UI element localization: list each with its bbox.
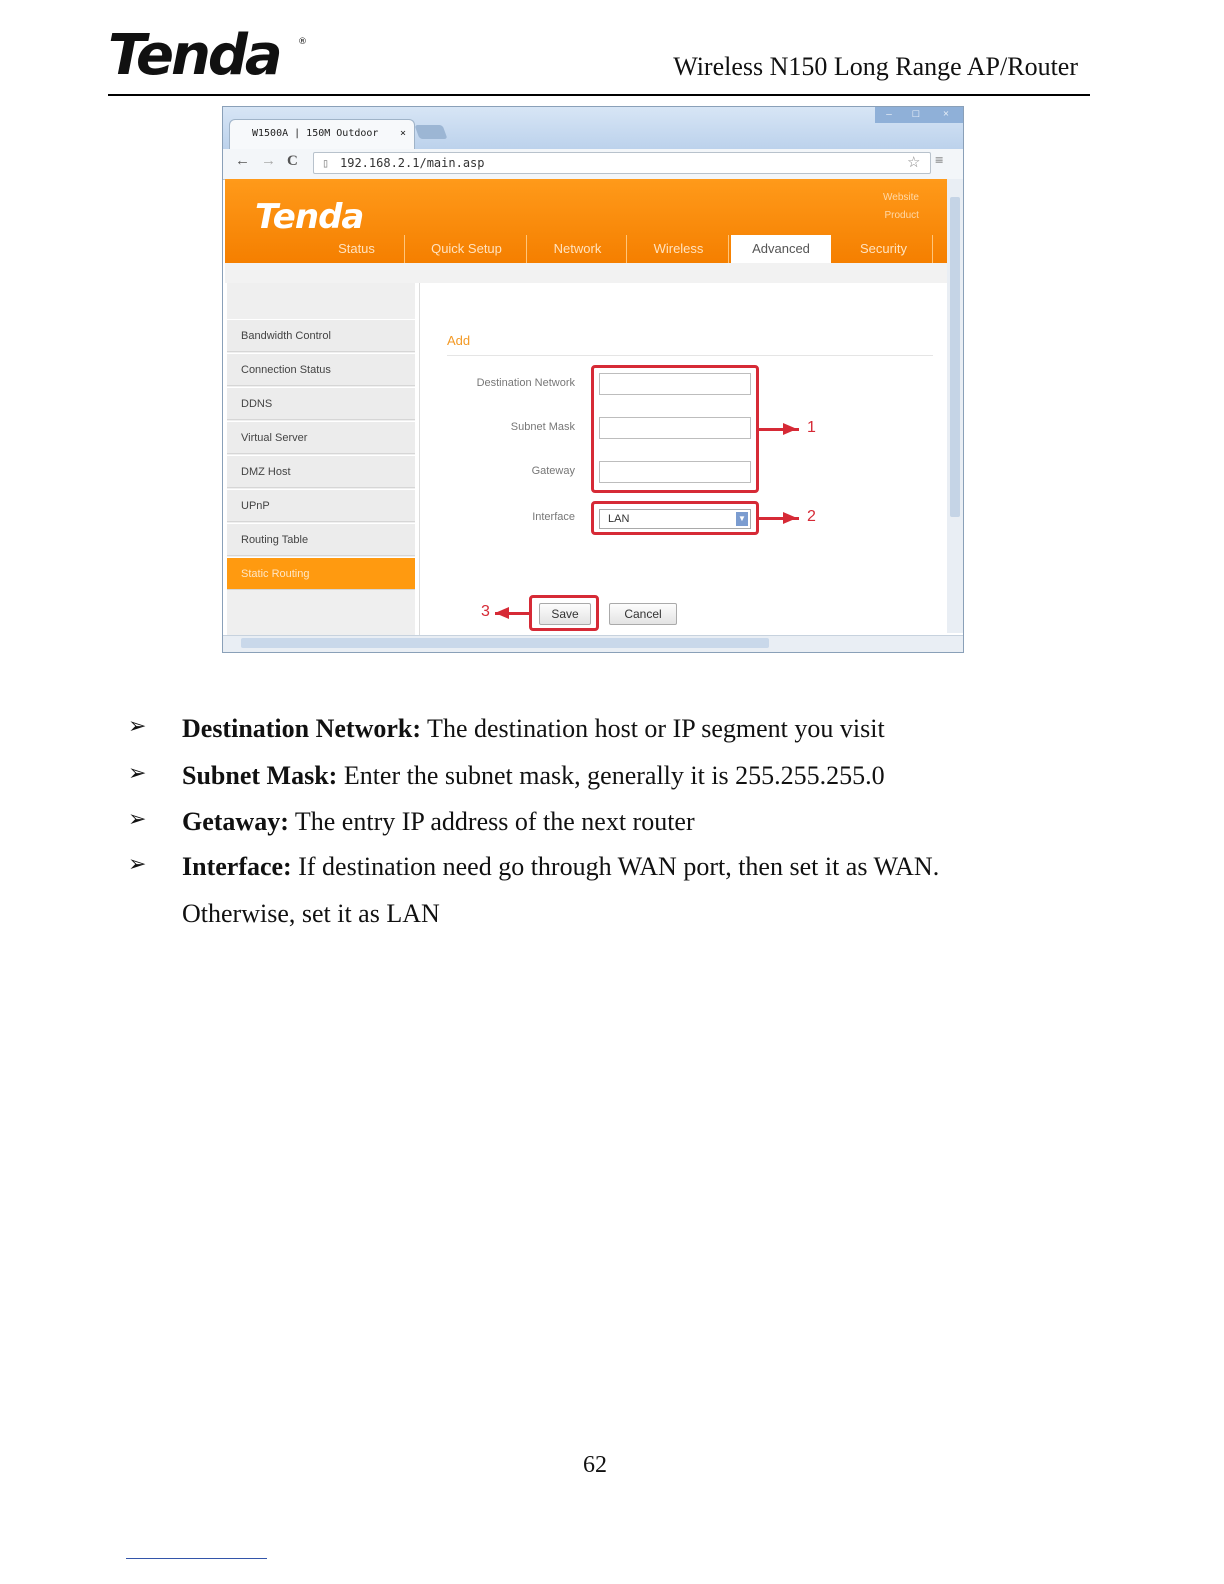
callout-arrowhead-3 bbox=[495, 607, 509, 619]
arrow-bullet-icon: ➢ bbox=[128, 714, 147, 739]
interface-select-value: LAN bbox=[608, 513, 630, 525]
address-bar-url: 192.168.2.1/main.asp bbox=[340, 156, 485, 170]
back-icon[interactable]: ← bbox=[235, 153, 250, 169]
browser-tab-label: W1500A | 150M Outdoor bbox=[252, 128, 379, 139]
router-brand-logo: Tenda bbox=[255, 197, 364, 237]
subnet-mask-label: Subnet Mask bbox=[510, 421, 575, 433]
callout-arrowhead-2 bbox=[783, 512, 797, 524]
reload-icon[interactable]: C bbox=[287, 153, 298, 169]
section-divider bbox=[447, 355, 933, 356]
arrow-bullet-icon: ➢ bbox=[128, 852, 147, 877]
bullet-continuation-text: Otherwise, set it as LAN bbox=[182, 899, 440, 928]
vertical-scrollbar-thumb[interactable] bbox=[950, 197, 960, 517]
svg-text:®: ® bbox=[298, 37, 307, 47]
bullet-text: The destination host or IP segment you visit bbox=[421, 714, 885, 743]
destination-network-label: Destination Network bbox=[476, 377, 575, 389]
cancel-button[interactable]: Cancel bbox=[609, 603, 677, 625]
tab-network[interactable]: Network bbox=[529, 235, 627, 263]
callout-number-2: 2 bbox=[807, 508, 816, 525]
address-bar[interactable] bbox=[313, 152, 931, 174]
tab-advanced[interactable]: Advanced bbox=[731, 235, 831, 263]
header-divider bbox=[108, 94, 1090, 96]
highlight-box-interface bbox=[591, 501, 759, 535]
callout-arrowhead-1 bbox=[783, 423, 797, 435]
horizontal-scrollbar-thumb[interactable] bbox=[241, 638, 769, 648]
callout-number-3: 3 bbox=[481, 603, 490, 620]
tab-quick-setup[interactable]: Quick Setup bbox=[407, 235, 527, 263]
minimize-icon[interactable]: – bbox=[875, 107, 903, 123]
router-ui-screenshot bbox=[222, 106, 964, 653]
section-title: Add bbox=[447, 333, 471, 348]
callout-number-1: 1 bbox=[807, 419, 816, 436]
bullet-term: Getaway: bbox=[182, 807, 289, 836]
window-close-icon[interactable]: × bbox=[929, 107, 963, 123]
tenda-logo-text: Tenda bbox=[108, 28, 280, 80]
menu-icon[interactable]: ≡ bbox=[935, 153, 944, 169]
save-button[interactable]: Save bbox=[539, 603, 591, 625]
top-links bbox=[883, 189, 919, 225]
footnote-divider bbox=[126, 1558, 267, 1559]
new-tab-button[interactable] bbox=[414, 125, 447, 139]
bullet-text: If destination need go through WAN port, then set it as WAN. bbox=[291, 852, 940, 881]
forward-icon[interactable]: → bbox=[261, 153, 276, 169]
sidebar-item-dmz-host[interactable]: DMZ Host bbox=[227, 455, 415, 488]
maximize-icon[interactable]: □ bbox=[903, 107, 929, 123]
top-link-website[interactable]: Website bbox=[883, 192, 919, 203]
arrow-bullet-icon: ➢ bbox=[128, 807, 147, 832]
sidebar-item-static-routing[interactable]: Static Routing bbox=[227, 557, 415, 590]
sidebar-item-ddns[interactable]: DDNS bbox=[227, 387, 415, 420]
bullet-term: Interface: bbox=[182, 852, 292, 881]
tab-wireless[interactable]: Wireless bbox=[629, 235, 729, 263]
bullet-term: Destination Network: bbox=[182, 714, 422, 743]
sidebar-item-bandwidth-control[interactable]: Bandwidth Control bbox=[227, 319, 415, 352]
tab-security[interactable]: Security bbox=[835, 235, 933, 263]
highlight-box-fields bbox=[591, 365, 759, 493]
sidebar-item-routing-table[interactable]: Routing Table bbox=[227, 523, 415, 556]
sidebar-item-connection-status[interactable]: Connection Status bbox=[227, 353, 415, 386]
close-icon[interactable]: × bbox=[399, 128, 406, 139]
page-number: 62 bbox=[583, 1452, 607, 1478]
sidebar-item-virtual-server[interactable]: Virtual Server bbox=[227, 421, 415, 454]
browser-tab[interactable] bbox=[229, 119, 415, 149]
tab-status[interactable]: Status bbox=[309, 235, 405, 263]
top-link-product[interactable]: Product bbox=[884, 210, 919, 221]
arrow-bullet-icon: ➢ bbox=[128, 761, 147, 786]
bullet-text: Enter the subnet mask, generally it is 255.255.255.0 bbox=[337, 761, 885, 790]
chevron-down-icon[interactable]: ▼ bbox=[736, 512, 748, 526]
content-top-strip bbox=[225, 263, 947, 283]
product-title: Wireless N150 Long Range AP/Router bbox=[673, 52, 1078, 81]
tenda-logo bbox=[108, 28, 308, 80]
interface-label: Interface bbox=[532, 511, 575, 523]
sidebar-item-upnp[interactable]: UPnP bbox=[227, 489, 415, 522]
page-icon: ▯ bbox=[322, 156, 330, 170]
gateway-label: Gateway bbox=[531, 465, 575, 477]
bullet-text: The entry IP address of the next router bbox=[288, 807, 695, 836]
star-icon[interactable]: ☆ bbox=[907, 155, 921, 171]
bullet-term: Subnet Mask: bbox=[182, 761, 338, 790]
